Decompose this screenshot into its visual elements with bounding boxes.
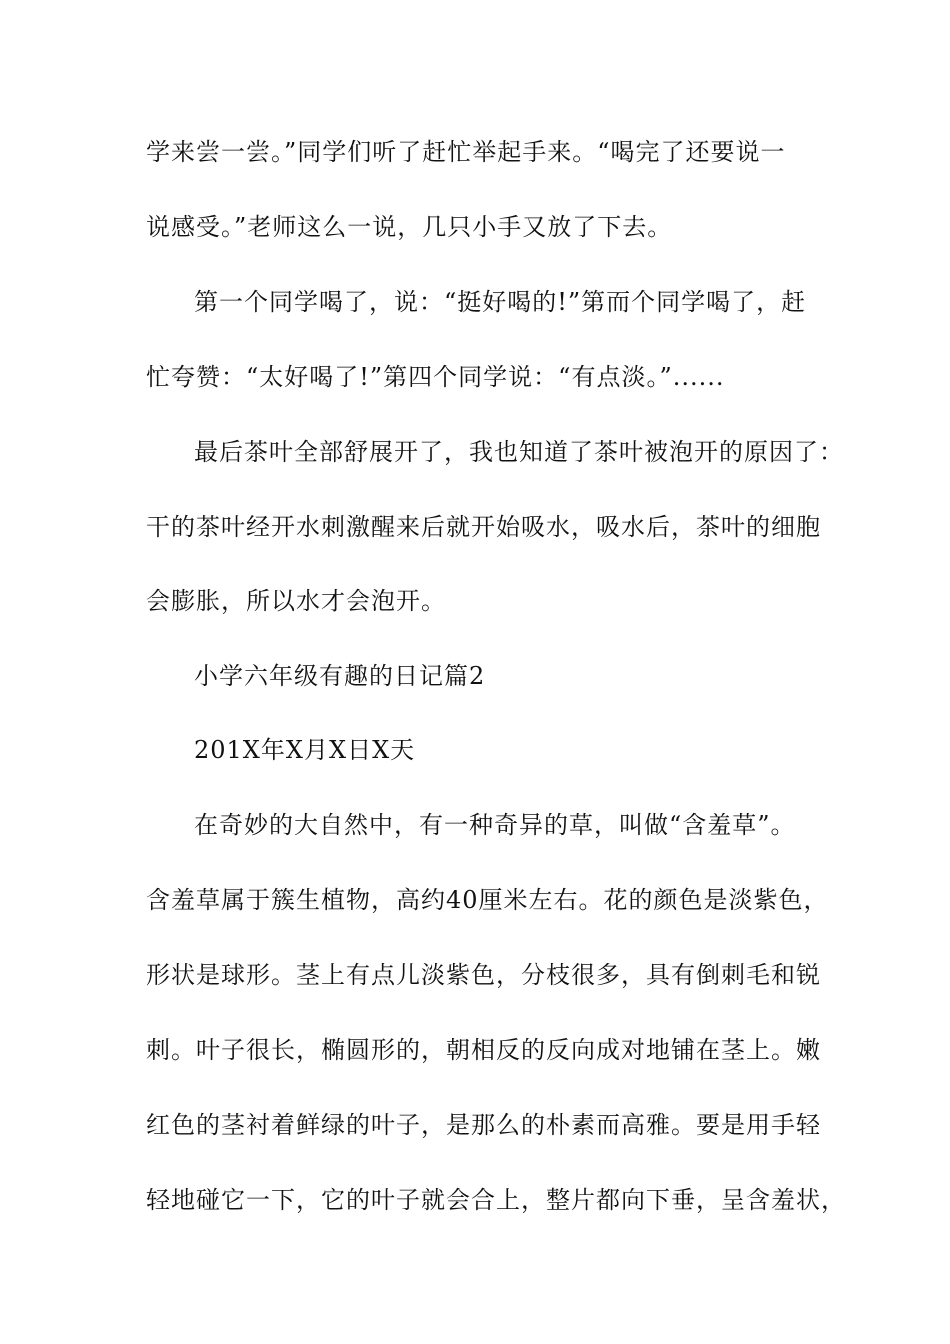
section-heading: 小学六年级有趣的日记篇2 bbox=[194, 662, 486, 690]
paragraph-start-line: 最后茶叶全部舒展开了，我也知道了茶叶被泡开的原因了： bbox=[194, 438, 844, 466]
text-line: 含羞草属于簇生植物，高约40厘米左右。花的颜色是淡紫色， bbox=[146, 886, 829, 914]
text-line: 忙夸赞：“太好喝了!”第四个同学说：“有点淡。”...... bbox=[146, 363, 725, 391]
text-line: 会膨胀，所以水才会泡开。 bbox=[146, 587, 446, 615]
paragraph-start-line: 第一个同学喝了，说：“挺好喝的!”第而个同学喝了，赶 bbox=[194, 288, 807, 316]
text-line: 红色的茎衬着鲜绿的叶子，是那么的朴素而高雅。要是用手轻 bbox=[146, 1111, 821, 1139]
text-line: 刺。叶子很长，椭圆形的，朝相反的反向成对地铺在茎上。嫩 bbox=[146, 1036, 821, 1064]
text-line: 学来尝一尝。”同学们听了赶忙举起手来。“喝完了还要说一 bbox=[146, 138, 786, 166]
diary-date: 201X年X月X日X天 bbox=[194, 736, 416, 764]
text-line: 形状是球形。茎上有点儿淡紫色，分枝很多，具有倒刺毛和锐 bbox=[146, 961, 821, 989]
text-line: 干的茶叶经开水刺激醒来后就开始吸水，吸水后，茶叶的细胞 bbox=[146, 513, 821, 541]
text-line: 轻地碰它一下，它的叶子就会合上，整片都向下垂，呈含羞状， bbox=[146, 1186, 846, 1214]
paragraph-start-line: 在奇妙的大自然中，有一种奇异的草，叫做“含羞草”。 bbox=[194, 811, 796, 839]
text-line: 说感受。”老师这么一说，几只小手又放了下去。 bbox=[146, 213, 673, 241]
